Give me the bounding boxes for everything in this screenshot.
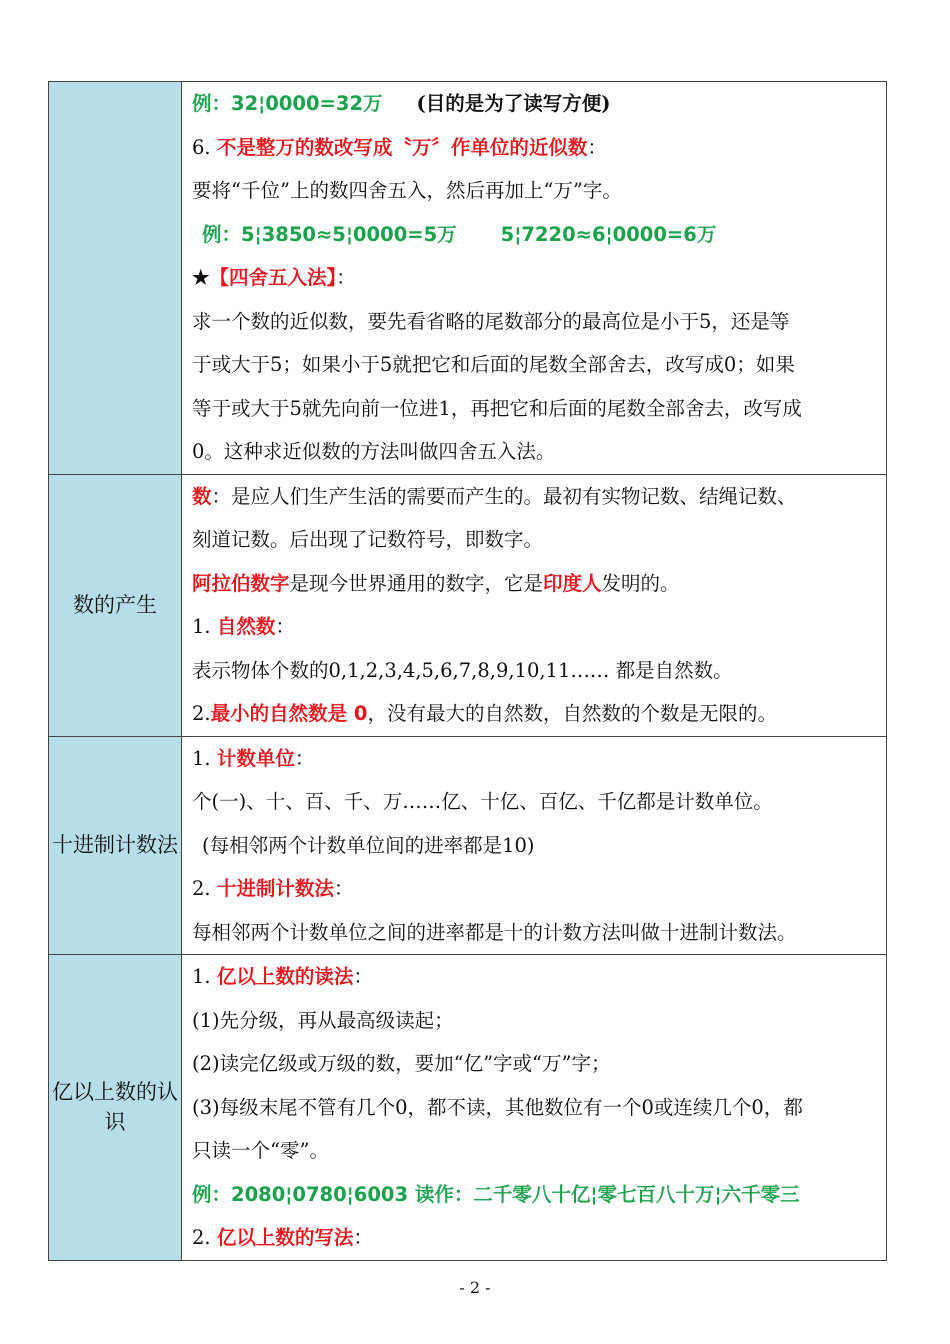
line [192, 737, 880, 781]
colon: ： [353, 1226, 373, 1249]
colon: ： [336, 266, 356, 289]
line [192, 1216, 880, 1260]
row-large-numbers [49, 955, 887, 1261]
text: ，没有最大的自然数，自然数的个数是无限的。 [367, 702, 777, 725]
page-number: - 2 - [459, 1278, 491, 1297]
keyword: 最小的自然数是 0 [210, 702, 368, 725]
heading-text: 不是整万的数改写成〝万〞作单位的近似数 [216, 135, 588, 159]
item-number: 2. [192, 1226, 217, 1249]
topic-cell: 亿以上数的认识 [49, 955, 182, 1261]
line [192, 562, 880, 606]
line: 求一个数的近似数，要先看省略的尾数部分的最高位是小于5，还是等 [192, 309, 790, 333]
line [192, 213, 880, 257]
line: 等于或大于5就先向前一位进1，再把它和后面的尾数全部舍去，改写成 [192, 396, 802, 420]
line: 0。这种求近似数的方法叫做四舍五入法。 [192, 440, 556, 463]
row-number-origin [49, 474, 887, 736]
example-text: 例：32¦0000=32万 [192, 92, 383, 115]
text: ：是应人们生产生活的需要而产生的。最初有实物记数、结绳记数、 [211, 484, 797, 508]
line: (2)读完亿级或万级的数，要加“亿”字或“万”字； [192, 1052, 611, 1075]
keyword: 印度人 [543, 571, 602, 595]
line [192, 692, 880, 736]
line [192, 126, 880, 170]
colon: ： [294, 746, 315, 770]
line: 刻道记数。后出现了记数符号，即数字。 [192, 528, 544, 551]
item-number: 2. [192, 702, 211, 725]
line: 个(一)、十、百、千、万……亿、十亿、百亿、千亿都是计数单位。 [192, 790, 773, 813]
row-approximation [49, 82, 887, 475]
star-icon: ★ [192, 266, 210, 289]
content-cell [182, 474, 887, 736]
colon: ： [275, 615, 295, 638]
item-number: 1. [192, 746, 217, 770]
line [192, 82, 880, 126]
topic-cell [49, 82, 182, 475]
content-cell [182, 736, 887, 955]
text: 发明的。 [601, 571, 680, 595]
line: (1)先分级，再从最高级读起； [192, 1008, 454, 1032]
line [192, 605, 880, 649]
note-text: (目的是为了读写方便) [416, 92, 611, 115]
line [192, 256, 880, 300]
line: 每相邻两个计数单位之间的进率都是十的计数方法叫做十进制计数法。 [192, 920, 797, 944]
keyword: 数 [192, 484, 212, 508]
example-text: 例：5¦3850≈5¦0000=5万 [202, 222, 457, 246]
heading-text: 【四舍五入法】 [209, 266, 337, 289]
notes-table [48, 81, 887, 1261]
line: 要将“千位”上的数四舍五入，然后再加上“万”字。 [192, 179, 622, 202]
line [192, 475, 880, 519]
content-cell [182, 955, 887, 1261]
colon: ： [333, 877, 354, 900]
item-number: 1. [192, 615, 217, 638]
line: (每相邻两个计数单位间的进率都是10) [202, 833, 535, 857]
content-cell [182, 82, 887, 475]
row-decimal-system [49, 736, 887, 955]
keyword: 阿拉伯数字 [192, 571, 290, 595]
heading-text: 亿以上数的读法 [216, 965, 354, 988]
topic-cell: 数的产生 [49, 474, 182, 736]
line: 表示物体个数的0,1,2,3,4,5,6,7,8,9,10,11…… 都是自然数。 [192, 658, 733, 682]
line: 于或大于5；如果小于5就把它和后面的尾数全部舍去，改写成0；如果 [192, 353, 795, 376]
text: 是现今世界通用的数字，它是 [289, 571, 544, 595]
colon: ： [587, 135, 607, 159]
example-text: 5¦7220≈6¦0000=6万 [500, 222, 717, 246]
heading-text: 十进制计数法 [216, 877, 334, 900]
heading-text: 亿以上数的写法 [216, 1226, 354, 1249]
item-number: 2. [192, 877, 217, 900]
line [192, 867, 880, 911]
line: 只读一个“零”。 [192, 1139, 329, 1162]
line: (3)每级末尾不管有几个0，都不读，其他数位有一个0或连续几个0，都 [192, 1095, 803, 1119]
heading-text: 计数单位 [216, 746, 295, 770]
item-number: 1. [192, 965, 217, 988]
item-number: 6. [192, 135, 217, 159]
colon: ： [353, 965, 373, 988]
topic-cell: 十进制计数法 [49, 736, 182, 955]
heading-text: 自然数 [216, 615, 276, 638]
example-text: 例：2080¦0780¦6003 读作：二千零八十亿¦零七百八十万¦六千零三 [192, 1182, 800, 1206]
line [192, 955, 880, 999]
